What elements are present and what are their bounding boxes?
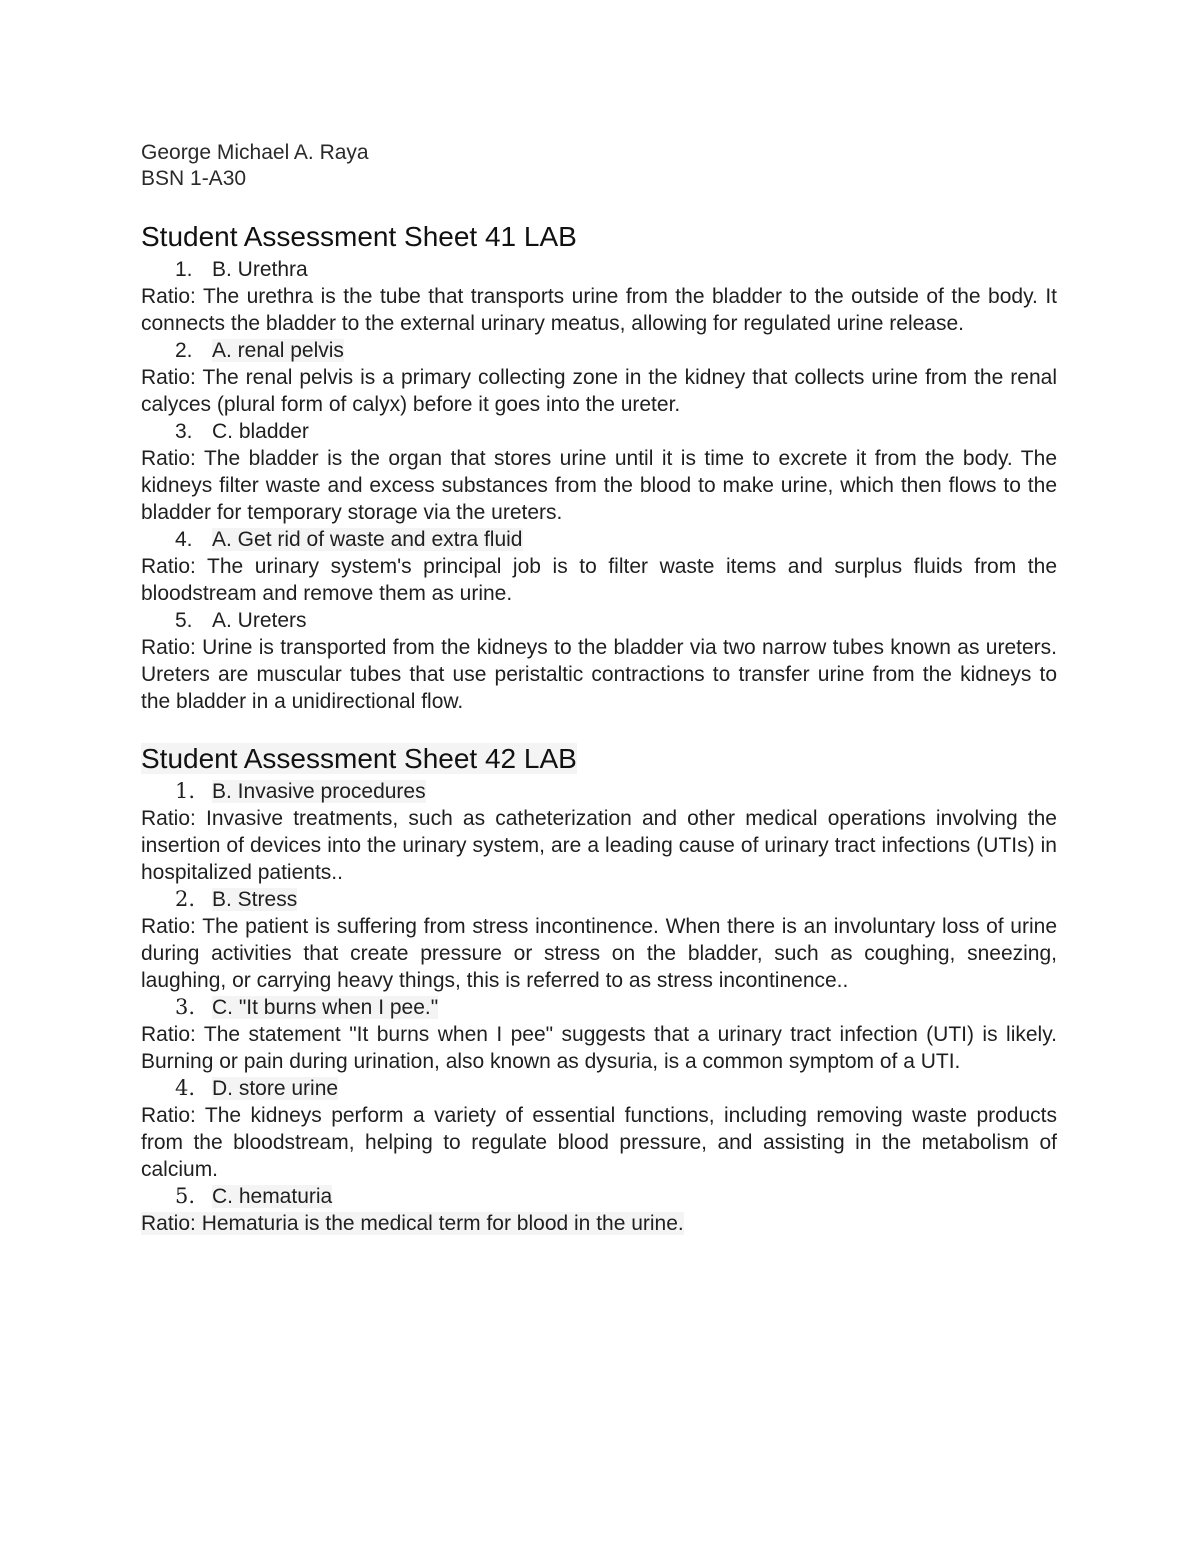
rationale-text: Ratio: The statement "It burns when I pee" suggests that a urinary tract infection (UTI) is likely. Burning or pain during urination, also known as dysuria, is a common symptom of a UTI. bbox=[141, 1023, 1057, 1073]
answer-text: C. bladder bbox=[212, 420, 309, 443]
rationale-text: Ratio: The patient is suffering from stress incontinence. When there is an involuntary loss of urine during activities that create pressure or stress on the bladder, such as coughing, sneezing, laughing, or carrying heavy things, this is referred to as stress incontinence.. bbox=[141, 915, 1057, 992]
assessment-sheet-42 bbox=[141, 741, 1057, 1237]
answer-text: D. store urine bbox=[212, 1077, 339, 1100]
rationale-text: Ratio: The urinary system's principal job is to filter waste items and surplus fluids from the bloodstream and remove them as urine. bbox=[141, 555, 1057, 605]
item-number: 1. bbox=[175, 779, 196, 803]
item-number: 5. bbox=[175, 1184, 196, 1208]
item-number: 3. bbox=[175, 995, 196, 1019]
answer-item bbox=[141, 994, 1057, 1021]
item-number: 4. bbox=[175, 528, 193, 551]
answer-text: B. Stress bbox=[212, 888, 298, 911]
rationale-text: Ratio: The renal pelvis is a primary collecting zone in the kidney that collects urine from the renal calyces (plural form of calyx) before it goes into the ureter. bbox=[141, 366, 1057, 416]
answer-item bbox=[141, 886, 1057, 913]
section-title: Student Assessment Sheet 41 LAB bbox=[141, 221, 577, 252]
item-number: 1. bbox=[175, 258, 193, 281]
answer-text: A. Ureters bbox=[212, 609, 307, 632]
rationale-text: Ratio: The bladder is the organ that stores urine until it is time to excrete it from the body. The kidneys filter waste and excess substances from the blood to make urine, which then flows to the bladder for temporary storage via the ureters. bbox=[141, 447, 1057, 524]
section-title: Student Assessment Sheet 42 LAB bbox=[141, 743, 577, 774]
answer-item bbox=[141, 1075, 1057, 1102]
answer-text: B. Invasive procedures bbox=[212, 780, 426, 803]
rationale-text: Ratio: Invasive treatments, such as catheterization and other medical operations involving the insertion of devices into the urinary system, are a leading cause of urinary tract infections (UTIs) in hospitalized patients.. bbox=[141, 807, 1057, 884]
rationale-text: Ratio: The kidneys perform a variety of essential functions, including removing waste products from the bloodstream, helping to regulate blood pressure, and assisting in the metabolism of calcium. bbox=[141, 1104, 1057, 1181]
answer-text: B. Urethra bbox=[212, 258, 308, 281]
assessment-sheet-41 bbox=[141, 219, 1057, 715]
answer-item bbox=[141, 778, 1057, 805]
rationale-text: Ratio: Urine is transported from the kidneys to the bladder via two narrow tubes known as ureters. Ureters are muscular tubes that use peristaltic contractions to transfer urine from the kidneys to the bladder in a unidirectional flow. bbox=[141, 636, 1057, 713]
answer-item bbox=[141, 607, 1057, 634]
answer-item bbox=[141, 526, 1057, 553]
student-section: BSN 1-A30 bbox=[141, 167, 247, 190]
rationale-text: Ratio: The urethra is the tube that transports urine from the bladder to the outside of the body. It connects the bladder to the external urinary meatus, allowing for regulated urine release. bbox=[141, 285, 1057, 335]
answer-text: A. Get rid of waste and extra fluid bbox=[212, 528, 523, 551]
item-number: 3. bbox=[175, 420, 193, 443]
student-name: George Michael A. Raya bbox=[141, 141, 369, 164]
item-number: 2. bbox=[175, 887, 196, 911]
answer-item bbox=[141, 256, 1057, 283]
answer-text: A. renal pelvis bbox=[212, 339, 344, 362]
item-number: 2. bbox=[175, 339, 193, 362]
rationale-text: Ratio: Hematuria is the medical term for blood in the urine. bbox=[141, 1212, 684, 1235]
answer-item bbox=[141, 1183, 1057, 1210]
answer-text: C. "It burns when I pee." bbox=[212, 996, 439, 1019]
answer-text: C. hematuria bbox=[212, 1185, 333, 1208]
item-number: 4. bbox=[175, 1076, 196, 1100]
item-number: 5. bbox=[175, 609, 193, 632]
answer-item bbox=[141, 418, 1057, 445]
answer-item bbox=[141, 337, 1057, 364]
